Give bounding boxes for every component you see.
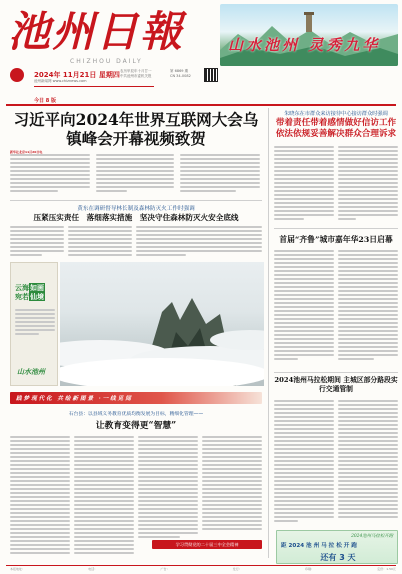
column-divider bbox=[268, 108, 269, 558]
sea-of-clouds-illustration bbox=[60, 262, 264, 386]
marathon-ad bbox=[276, 530, 398, 564]
ad-line-1: 2024池州马拉松开跑 bbox=[351, 534, 393, 539]
caption-body bbox=[15, 307, 55, 337]
marathon-headline: 2024池州马拉松期间 主城区部分路段实行交通管制 bbox=[274, 376, 398, 393]
education-tag: 学习贯彻党的二十届三中全会精神 bbox=[152, 540, 262, 549]
mid-right-headline: 首届“齐鲁”城市嘉年华23日启幕 bbox=[279, 235, 393, 244]
masthead-site[interactable]: 池州新闻网 www.chiznews.com bbox=[34, 79, 87, 83]
masthead-tagline: 中共池州市委机关报 bbox=[120, 74, 152, 78]
lead-body-left bbox=[10, 152, 90, 198]
masthead-lunar: 农历甲辰年十月廿一 bbox=[120, 69, 152, 73]
feature-photo bbox=[60, 262, 264, 386]
education-col-1 bbox=[10, 434, 70, 560]
scenic-banner bbox=[220, 4, 398, 66]
lead-headline: 习近平向2024年世界互联网大会乌镇峰会开幕视频致贺 bbox=[13, 110, 259, 148]
footer-distribution: 发行： bbox=[232, 567, 242, 571]
promo-text: 践 梦 现 代 化 共 绘 新 图 景 · 一 线 见 闻 bbox=[16, 396, 131, 402]
right-top-kicker: 朱晓东在市群众来访接待中心接访群众时强调 bbox=[284, 111, 388, 117]
forest-body-mid bbox=[68, 224, 132, 262]
banner-slogan: 山水池州 灵秀九华 bbox=[228, 36, 381, 54]
ad-line-3: 还有 3 天 bbox=[320, 553, 356, 562]
promo-bar bbox=[10, 392, 262, 404]
caption-part-d: 仙境 bbox=[30, 292, 44, 301]
forest-rule bbox=[10, 200, 262, 201]
forest-kicker: 黄东在调研督导林长制及森林防灭火工作时强调 bbox=[77, 206, 195, 212]
paper-logo-icon bbox=[10, 68, 24, 82]
marathon-rule bbox=[274, 372, 398, 373]
education-kicker: 石台县：以县域义务教育优质均衡发展为目标，精细化管理—— bbox=[68, 412, 204, 417]
marathon-body bbox=[274, 398, 334, 530]
footer-price: 定价：1.50元 bbox=[377, 567, 396, 571]
footer-printing: 印刷： bbox=[305, 567, 315, 571]
caption-part-c: 宛若 bbox=[15, 292, 29, 301]
masthead-rule bbox=[6, 104, 396, 106]
footer-address: 本报地址： bbox=[10, 567, 26, 571]
footer-rule bbox=[6, 565, 396, 566]
masthead-issue: 第 6869 期 bbox=[170, 69, 189, 73]
right-top-body bbox=[274, 144, 334, 224]
forest-body-left bbox=[10, 224, 64, 262]
education-col-2 bbox=[74, 434, 134, 560]
footer-advert: 广告： bbox=[160, 567, 170, 571]
photo-seal: 山水池州 bbox=[17, 367, 45, 376]
mid-right-body-2 bbox=[338, 248, 398, 368]
caption-part-b: 如画 bbox=[30, 283, 44, 292]
footer-phone: 电话： bbox=[88, 567, 98, 571]
masthead-title: 池州日報 bbox=[8, 7, 185, 56]
lead-body-mid bbox=[96, 152, 174, 198]
mid-right-body bbox=[274, 248, 334, 368]
caption-cloud-sea bbox=[15, 283, 45, 301]
forest-headline: 压紧压实责任 落细落实措施 坚决守住森林防灭火安全底线 bbox=[33, 213, 239, 222]
mid-right-rule bbox=[274, 228, 398, 229]
marathon-body-2 bbox=[338, 398, 398, 530]
qr-code bbox=[204, 68, 218, 82]
masthead-cn: CN 34-0082 bbox=[170, 74, 191, 78]
caption-part-a: 云海 bbox=[15, 283, 29, 292]
masthead-pinyin: CHIZHOU DAILY bbox=[70, 58, 143, 65]
lead-body-right bbox=[180, 152, 260, 198]
footer-bar bbox=[10, 567, 396, 573]
education-headline: 让教育变得更“智慧” bbox=[95, 421, 177, 431]
ad-line-2: 距 2024 池 州 马 拉 松 开 跑 bbox=[281, 543, 357, 549]
masthead-date: 2024年 11月21日 星期四 bbox=[34, 71, 120, 79]
edition-count: 今日 8 版 bbox=[34, 98, 56, 104]
lead-dateline: 新华社北京11月20日电 bbox=[10, 150, 43, 154]
edition-strip bbox=[34, 86, 154, 104]
right-top-body-2 bbox=[338, 144, 398, 224]
right-top-headline: 带着责任带着感情做好信访工作 依法依规妥善解决群众合理诉求 bbox=[275, 118, 397, 139]
photo-caption-box bbox=[10, 262, 58, 386]
forest-body-right bbox=[136, 224, 262, 262]
